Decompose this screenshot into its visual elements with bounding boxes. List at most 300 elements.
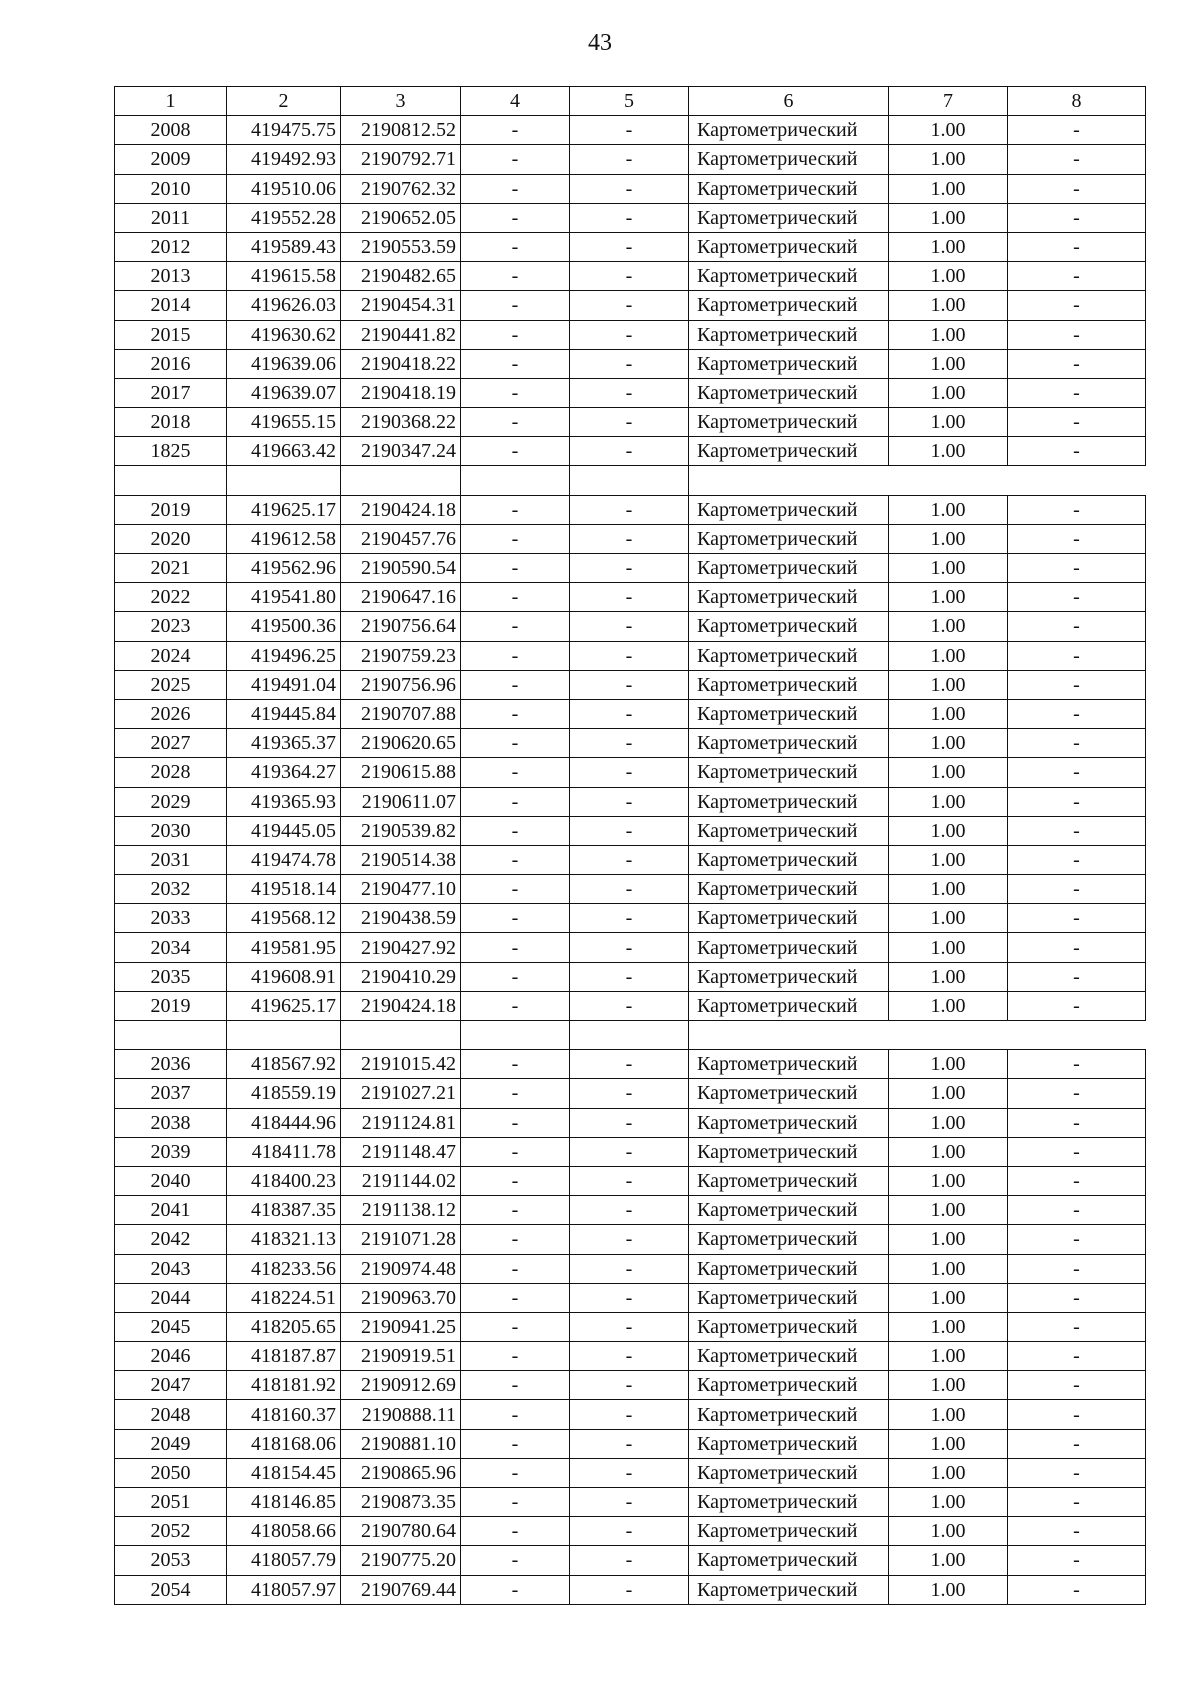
- table-cell-col-7: 1.00: [889, 962, 1008, 991]
- table-cell-col-6: Картометрический: [689, 758, 889, 787]
- table-cell-col-3: 2190707.88: [341, 699, 461, 728]
- table-cell-col-4: -: [461, 933, 570, 962]
- table-cell-col-7: 1.00: [889, 904, 1008, 933]
- table-cell-col-2: 419589.43: [227, 232, 341, 261]
- table-cell-col-4: -: [461, 203, 570, 232]
- table-cell-col-4: -: [461, 583, 570, 612]
- table-cell-col-7: 1.00: [889, 612, 1008, 641]
- table-cell-col-3: 2190441.82: [341, 320, 461, 349]
- table-row: [115, 320, 1146, 349]
- table-cell-col-1: 2024: [115, 641, 227, 670]
- table-cell-col-8: -: [1008, 1575, 1146, 1604]
- table-cell-col-1: 2038: [115, 1108, 227, 1137]
- separator-cell: [115, 1021, 227, 1050]
- header-cell: 5: [570, 87, 689, 116]
- table-cell-col-5: -: [570, 1488, 689, 1517]
- table-cell-col-3: 2190477.10: [341, 875, 461, 904]
- table-row: [115, 116, 1146, 145]
- table-cell-col-4: -: [461, 1342, 570, 1371]
- table-cell-col-6: Картометрический: [689, 408, 889, 437]
- table-cell-col-2: 419365.37: [227, 729, 341, 758]
- table-row: [115, 1108, 1146, 1137]
- table-cell-col-2: 418057.97: [227, 1575, 341, 1604]
- table-cell-col-7: 1.00: [889, 262, 1008, 291]
- table-cell-col-5: -: [570, 641, 689, 670]
- table-cell-col-5: -: [570, 1458, 689, 1487]
- table-cell-col-5: -: [570, 1166, 689, 1195]
- table-cell-col-5: -: [570, 583, 689, 612]
- table-cell-col-5: -: [570, 524, 689, 553]
- table-cell-col-5: -: [570, 232, 689, 261]
- table-cell-col-7: 1.00: [889, 758, 1008, 787]
- table-cell-col-1: 2050: [115, 1458, 227, 1487]
- table-cell-col-5: -: [570, 495, 689, 524]
- table-cell-col-3: 2191148.47: [341, 1137, 461, 1166]
- table-cell-col-1: 2047: [115, 1371, 227, 1400]
- table-cell-col-2: 418400.23: [227, 1166, 341, 1195]
- table-row: [115, 495, 1146, 524]
- table-row: [115, 524, 1146, 553]
- table-cell-col-8: -: [1008, 1254, 1146, 1283]
- table-cell-col-6: Картометрический: [689, 203, 889, 232]
- table-cell-col-4: -: [461, 291, 570, 320]
- table-row: [115, 174, 1146, 203]
- table-cell-col-2: 418160.37: [227, 1400, 341, 1429]
- table-cell-col-1: 2044: [115, 1283, 227, 1312]
- table-row: [115, 583, 1146, 612]
- table-cell-col-4: -: [461, 116, 570, 145]
- table-cell-col-8: -: [1008, 670, 1146, 699]
- table-cell-col-5: -: [570, 1108, 689, 1137]
- table-cell-col-5: -: [570, 1371, 689, 1400]
- table-cell-col-1: 2034: [115, 933, 227, 962]
- table-cell-col-7: 1.00: [889, 670, 1008, 699]
- table-cell-col-7: 1.00: [889, 1546, 1008, 1575]
- table-cell-col-8: -: [1008, 1166, 1146, 1195]
- table-cell-col-7: 1.00: [889, 1166, 1008, 1195]
- table-cell-col-6: Картометрический: [689, 1400, 889, 1429]
- table-cell-col-4: -: [461, 1575, 570, 1604]
- table-cell-col-8: -: [1008, 1108, 1146, 1137]
- table-cell-col-8: -: [1008, 1488, 1146, 1517]
- table-cell-col-6: Картометрический: [689, 1517, 889, 1546]
- table-cell-col-4: -: [461, 1517, 570, 1546]
- table-cell-col-5: -: [570, 437, 689, 466]
- table-row: [115, 845, 1146, 874]
- table-cell-col-7: 1.00: [889, 203, 1008, 232]
- table-cell-col-3: 2191027.21: [341, 1079, 461, 1108]
- table-cell-col-3: 2190368.22: [341, 408, 461, 437]
- table-row: [115, 904, 1146, 933]
- table-cell-col-1: 2025: [115, 670, 227, 699]
- table-row: [115, 408, 1146, 437]
- table-row: [115, 1400, 1146, 1429]
- table-cell-col-2: 419581.95: [227, 933, 341, 962]
- table-cell-col-8: -: [1008, 787, 1146, 816]
- table-cell-col-7: 1.00: [889, 349, 1008, 378]
- table-cell-col-3: 2190438.59: [341, 904, 461, 933]
- table-cell-col-3: 2190539.82: [341, 816, 461, 845]
- table-cell-col-1: 2045: [115, 1312, 227, 1341]
- group-separator-row: [115, 466, 1146, 495]
- table-cell-col-8: -: [1008, 933, 1146, 962]
- table-cell-col-4: -: [461, 174, 570, 203]
- table-cell-col-2: 418321.13: [227, 1225, 341, 1254]
- table-cell-col-7: 1.00: [889, 320, 1008, 349]
- table-row: [115, 1575, 1146, 1604]
- table-cell-col-7: 1.00: [889, 116, 1008, 145]
- table-cell-col-2: 418187.87: [227, 1342, 341, 1371]
- table-cell-col-3: 2190652.05: [341, 203, 461, 232]
- table-cell-col-1: 2029: [115, 787, 227, 816]
- table-row: [115, 554, 1146, 583]
- table-cell-col-7: 1.00: [889, 378, 1008, 407]
- table-cell-col-8: -: [1008, 1312, 1146, 1341]
- table-cell-col-2: 419655.15: [227, 408, 341, 437]
- table-cell-col-5: -: [570, 378, 689, 407]
- separator-cell: [570, 466, 689, 495]
- table-cell-col-2: 418205.65: [227, 1312, 341, 1341]
- table-cell-col-4: -: [461, 524, 570, 553]
- table-row: [115, 1079, 1146, 1108]
- table-cell-col-6: Картометрический: [689, 145, 889, 174]
- table-cell-col-5: -: [570, 787, 689, 816]
- table-cell-col-3: 2191015.42: [341, 1050, 461, 1079]
- table-cell-col-6: Картометрический: [689, 612, 889, 641]
- table-row: [115, 816, 1146, 845]
- table-cell-col-4: -: [461, 758, 570, 787]
- table-cell-col-4: -: [461, 699, 570, 728]
- table-cell-col-3: 2190881.10: [341, 1429, 461, 1458]
- table-cell-col-4: -: [461, 729, 570, 758]
- table-cell-col-4: -: [461, 1546, 570, 1575]
- table-cell-col-8: -: [1008, 495, 1146, 524]
- table-cell-col-2: 419562.96: [227, 554, 341, 583]
- table-cell-col-7: 1.00: [889, 1283, 1008, 1312]
- table-cell-col-7: 1.00: [889, 1429, 1008, 1458]
- table-cell-col-7: 1.00: [889, 991, 1008, 1020]
- table-row: [115, 1371, 1146, 1400]
- table-row: [115, 962, 1146, 991]
- table-cell-col-5: -: [570, 962, 689, 991]
- table-cell-col-4: -: [461, 232, 570, 261]
- table-cell-col-4: -: [461, 816, 570, 845]
- table-cell-col-6: Картометрический: [689, 1429, 889, 1458]
- table-cell-col-4: -: [461, 378, 570, 407]
- table-cell-col-6: Картометрический: [689, 991, 889, 1020]
- table-cell-col-1: 2009: [115, 145, 227, 174]
- header-cell: 2: [227, 87, 341, 116]
- table-cell-col-2: 419541.80: [227, 583, 341, 612]
- table-cell-col-5: -: [570, 1137, 689, 1166]
- table-row: [115, 1137, 1146, 1166]
- table-cell-col-3: 2190418.22: [341, 349, 461, 378]
- table-cell-col-3: 2190756.96: [341, 670, 461, 699]
- table-cell-col-4: -: [461, 1137, 570, 1166]
- table-cell-col-2: 419492.93: [227, 145, 341, 174]
- table-cell-col-5: -: [570, 845, 689, 874]
- table-cell-col-3: 2190775.20: [341, 1546, 461, 1575]
- table-cell-col-2: 418567.92: [227, 1050, 341, 1079]
- table-cell-col-6: Картометрический: [689, 1079, 889, 1108]
- table-cell-col-3: 2190792.71: [341, 145, 461, 174]
- table-cell-col-4: -: [461, 1079, 570, 1108]
- table-cell-col-6: Картометрический: [689, 320, 889, 349]
- table-cell-col-4: -: [461, 904, 570, 933]
- table-cell-col-5: -: [570, 1196, 689, 1225]
- table-row: [115, 1458, 1146, 1487]
- table-cell-col-1: 1825: [115, 437, 227, 466]
- table-cell-col-4: -: [461, 554, 570, 583]
- table-cell-col-2: 418411.78: [227, 1137, 341, 1166]
- table-cell-col-4: -: [461, 408, 570, 437]
- table-cell-col-5: -: [570, 670, 689, 699]
- header-cell: 1: [115, 87, 227, 116]
- table-cell-col-2: 418058.66: [227, 1517, 341, 1546]
- separator-cell: [115, 466, 227, 495]
- table-row: [115, 1546, 1146, 1575]
- table-cell-col-6: Картометрический: [689, 116, 889, 145]
- table-cell-col-8: -: [1008, 1546, 1146, 1575]
- table-cell-col-6: Картометрический: [689, 1137, 889, 1166]
- table-cell-col-1: 2017: [115, 378, 227, 407]
- table-cell-col-8: -: [1008, 729, 1146, 758]
- table-cell-col-1: 2021: [115, 554, 227, 583]
- table-row: [115, 262, 1146, 291]
- table-cell-col-6: Картометрический: [689, 1225, 889, 1254]
- table-cell-col-5: -: [570, 1312, 689, 1341]
- table-cell-col-2: 418444.96: [227, 1108, 341, 1137]
- table-cell-col-8: -: [1008, 1196, 1146, 1225]
- table-cell-col-1: 2010: [115, 174, 227, 203]
- table-cell-col-1: 2046: [115, 1342, 227, 1371]
- table-row: [115, 145, 1146, 174]
- table-row: [115, 758, 1146, 787]
- header-cell: 8: [1008, 87, 1146, 116]
- table-cell-col-8: -: [1008, 1400, 1146, 1429]
- table-cell-col-8: -: [1008, 1283, 1146, 1312]
- table-cell-col-3: 2190482.65: [341, 262, 461, 291]
- table-cell-col-8: -: [1008, 904, 1146, 933]
- table-cell-col-8: -: [1008, 1517, 1146, 1546]
- table-cell-col-6: Картометрический: [689, 699, 889, 728]
- table-cell-col-7: 1.00: [889, 1137, 1008, 1166]
- table-cell-col-8: -: [1008, 758, 1146, 787]
- table-cell-col-3: 2190974.48: [341, 1254, 461, 1283]
- separator-cell: [341, 466, 461, 495]
- table-cell-col-8: -: [1008, 174, 1146, 203]
- table-cell-col-8: -: [1008, 816, 1146, 845]
- table-cell-col-3: 2190427.92: [341, 933, 461, 962]
- table-row: [115, 612, 1146, 641]
- table-cell-col-5: -: [570, 699, 689, 728]
- table-cell-col-8: -: [1008, 437, 1146, 466]
- table-cell-col-2: 418146.85: [227, 1488, 341, 1517]
- table-cell-col-3: 2190424.18: [341, 495, 461, 524]
- table-cell-col-3: 2190919.51: [341, 1342, 461, 1371]
- table-cell-col-6: Картометрический: [689, 583, 889, 612]
- table-cell-col-7: 1.00: [889, 787, 1008, 816]
- table-row: [115, 1166, 1146, 1195]
- separator-cell: [689, 466, 889, 495]
- table-cell-col-4: -: [461, 787, 570, 816]
- table-cell-col-2: 419615.58: [227, 262, 341, 291]
- separator-cell: [889, 1021, 1008, 1050]
- table-cell-col-5: -: [570, 1283, 689, 1312]
- table-cell-col-4: -: [461, 1429, 570, 1458]
- table-header-row: [115, 87, 1146, 116]
- table-cell-col-2: 419510.06: [227, 174, 341, 203]
- table-cell-col-5: -: [570, 1050, 689, 1079]
- table-cell-col-8: -: [1008, 232, 1146, 261]
- table-cell-col-8: -: [1008, 962, 1146, 991]
- header-cell: 7: [889, 87, 1008, 116]
- table-cell-col-1: 2053: [115, 1546, 227, 1575]
- table-cell-col-1: 2048: [115, 1400, 227, 1429]
- table-cell-col-4: -: [461, 875, 570, 904]
- table-cell-col-6: Картометрический: [689, 1458, 889, 1487]
- table-cell-col-3: 2191144.02: [341, 1166, 461, 1195]
- table-row: [115, 1429, 1146, 1458]
- table-cell-col-7: 1.00: [889, 1371, 1008, 1400]
- table-cell-col-3: 2190865.96: [341, 1458, 461, 1487]
- table-row: [115, 232, 1146, 261]
- table-cell-col-6: Картометрический: [689, 1342, 889, 1371]
- separator-cell: [227, 1021, 341, 1050]
- table-cell-col-8: -: [1008, 845, 1146, 874]
- table-cell-col-2: 419630.62: [227, 320, 341, 349]
- table-cell-col-1: 2016: [115, 349, 227, 378]
- table-cell-col-5: -: [570, 816, 689, 845]
- table-cell-col-2: 419639.07: [227, 378, 341, 407]
- table-cell-col-6: Картометрический: [689, 641, 889, 670]
- table-cell-col-4: -: [461, 962, 570, 991]
- table-cell-col-8: -: [1008, 203, 1146, 232]
- table-cell-col-7: 1.00: [889, 1575, 1008, 1604]
- table-cell-col-1: 2051: [115, 1488, 227, 1517]
- table-cell-col-2: 419612.58: [227, 524, 341, 553]
- table-cell-col-8: -: [1008, 991, 1146, 1020]
- table-cell-col-3: 2190457.76: [341, 524, 461, 553]
- table-cell-col-8: -: [1008, 554, 1146, 583]
- table-cell-col-6: Картометрический: [689, 729, 889, 758]
- table-cell-col-7: 1.00: [889, 174, 1008, 203]
- group-separator-row: [115, 1021, 1146, 1050]
- table-cell-col-7: 1.00: [889, 1079, 1008, 1108]
- table-cell-col-2: 419496.25: [227, 641, 341, 670]
- table-cell-col-6: Картометрический: [689, 1575, 889, 1604]
- header-cell: 4: [461, 87, 570, 116]
- table-cell-col-7: 1.00: [889, 437, 1008, 466]
- table-cell-col-6: Картометрический: [689, 1312, 889, 1341]
- table-row: [115, 1050, 1146, 1079]
- table-cell-col-7: 1.00: [889, 1400, 1008, 1429]
- table-row: [115, 378, 1146, 407]
- table-cell-col-4: -: [461, 349, 570, 378]
- table-cell-col-2: 418233.56: [227, 1254, 341, 1283]
- page-number: 43: [588, 30, 612, 56]
- table-cell-col-3: 2190647.16: [341, 583, 461, 612]
- table-cell-col-1: 2052: [115, 1517, 227, 1546]
- table-cell-col-6: Картометрический: [689, 1254, 889, 1283]
- table-cell-col-8: -: [1008, 116, 1146, 145]
- table-cell-col-5: -: [570, 729, 689, 758]
- table-cell-col-5: -: [570, 408, 689, 437]
- table-cell-col-7: 1.00: [889, 554, 1008, 583]
- table-cell-col-5: -: [570, 612, 689, 641]
- table-cell-col-4: -: [461, 641, 570, 670]
- table-cell-col-6: Картометрический: [689, 495, 889, 524]
- table-cell-col-5: -: [570, 1429, 689, 1458]
- table-cell-col-6: Картометрический: [689, 670, 889, 699]
- separator-cell: [689, 1021, 889, 1050]
- table-cell-col-4: -: [461, 1254, 570, 1283]
- table-cell-col-3: 2190410.29: [341, 962, 461, 991]
- table-cell-col-2: 419445.05: [227, 816, 341, 845]
- table-cell-col-2: 419491.04: [227, 670, 341, 699]
- table-cell-col-6: Картометрический: [689, 378, 889, 407]
- table-cell-col-8: -: [1008, 699, 1146, 728]
- table-row: [115, 933, 1146, 962]
- table-cell-col-4: -: [461, 320, 570, 349]
- table-cell-col-2: 419364.27: [227, 758, 341, 787]
- table-cell-col-7: 1.00: [889, 845, 1008, 874]
- table-cell-col-7: 1.00: [889, 1312, 1008, 1341]
- table-cell-col-6: Картометрический: [689, 232, 889, 261]
- table-cell-col-2: 418181.92: [227, 1371, 341, 1400]
- table-row: [115, 1342, 1146, 1371]
- table-cell-col-4: -: [461, 612, 570, 641]
- table-cell-col-5: -: [570, 554, 689, 583]
- table-cell-col-5: -: [570, 349, 689, 378]
- table-cell-col-2: 419626.03: [227, 291, 341, 320]
- table-cell-col-5: -: [570, 1225, 689, 1254]
- table-cell-col-5: -: [570, 262, 689, 291]
- table-cell-col-8: -: [1008, 1371, 1146, 1400]
- header-cell: 3: [341, 87, 461, 116]
- table-cell-col-5: -: [570, 116, 689, 145]
- table-cell-col-4: -: [461, 1166, 570, 1195]
- separator-cell: [227, 466, 341, 495]
- table-cell-col-8: -: [1008, 1050, 1146, 1079]
- table-cell-col-1: 2008: [115, 116, 227, 145]
- table-cell-col-6: Картометрический: [689, 904, 889, 933]
- table-cell-col-3: 2190941.25: [341, 1312, 461, 1341]
- table-row: [115, 203, 1146, 232]
- table-cell-col-3: 2190762.32: [341, 174, 461, 203]
- table-cell-col-5: -: [570, 1546, 689, 1575]
- table-cell-col-3: 2191124.81: [341, 1108, 461, 1137]
- separator-cell: [1008, 1021, 1146, 1050]
- table-cell-col-3: 2190424.18: [341, 991, 461, 1020]
- table-cell-col-5: -: [570, 1254, 689, 1283]
- table-cell-col-4: -: [461, 495, 570, 524]
- table-cell-col-8: -: [1008, 408, 1146, 437]
- table-cell-col-6: Картометрический: [689, 787, 889, 816]
- table-cell-col-5: -: [570, 1400, 689, 1429]
- table-cell-col-7: 1.00: [889, 1342, 1008, 1371]
- table-cell-col-2: 419568.12: [227, 904, 341, 933]
- table-cell-col-1: 2049: [115, 1429, 227, 1458]
- table-cell-col-2: 418154.45: [227, 1458, 341, 1487]
- table-cell-col-1: 2019: [115, 991, 227, 1020]
- table-cell-col-1: 2028: [115, 758, 227, 787]
- table-cell-col-6: Картометрический: [689, 1196, 889, 1225]
- table-cell-col-7: 1.00: [889, 1108, 1008, 1137]
- table-row: [115, 729, 1146, 758]
- table-cell-col-4: -: [461, 1400, 570, 1429]
- table-cell-col-5: -: [570, 291, 689, 320]
